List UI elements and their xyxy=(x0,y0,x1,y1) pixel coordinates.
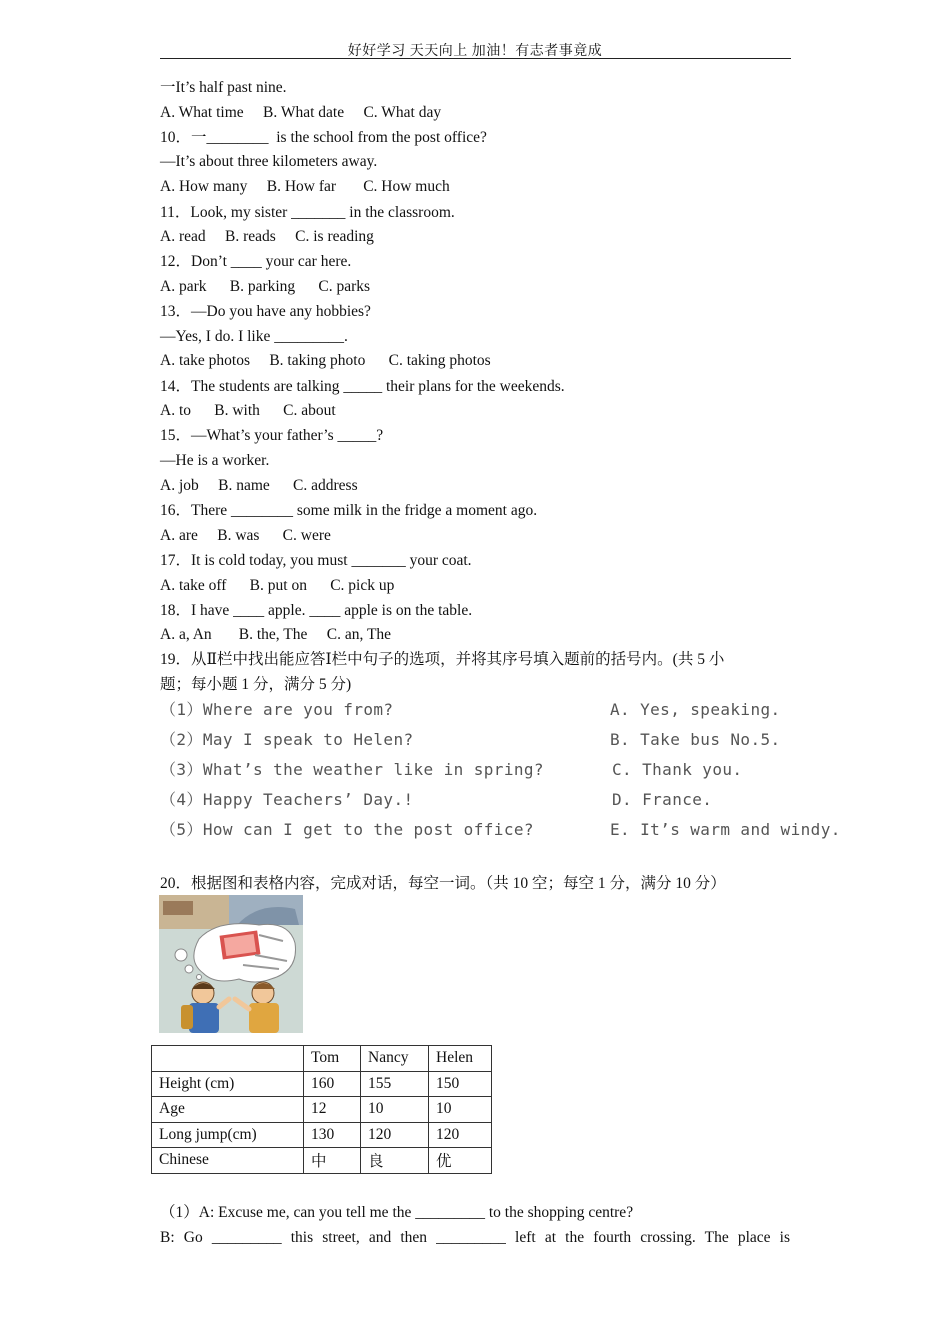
options-q16: A. are B. was C. were xyxy=(160,527,331,544)
page-header: 好好学习 天天向上 加油！有志者事竟成 xyxy=(347,44,603,59)
table-cell: 良 xyxy=(361,1148,429,1174)
table-cell: 120 xyxy=(361,1122,429,1148)
table-cell: Chinese xyxy=(152,1148,304,1174)
match-left-2: （2）May I speak to Helen? xyxy=(160,730,414,749)
table-cell: 10 xyxy=(429,1097,492,1123)
dialogue-line-2: B: Go _________ this street, and then _________ left at the fourth crossing. The place is xyxy=(160,1229,790,1246)
question-19-cont: 题；每小题 1 分，满分 5 分) xyxy=(160,676,352,693)
table-cell: Long jump(cm) xyxy=(152,1122,304,1148)
match-left-3: （3）What’s the weather like in spring? xyxy=(160,760,544,779)
options-q15: A. job B. name C. address xyxy=(160,477,358,494)
table-cell: 中 xyxy=(304,1148,361,1174)
table-row xyxy=(152,1122,492,1148)
match-right-c: C. Thank you. xyxy=(612,760,743,779)
options-q18: A. a, An B. the, The C. an, The xyxy=(160,626,392,643)
question-12: 12．Don’t ____ your car here. xyxy=(160,253,352,270)
options-q9: A. What time B. What date C. What day xyxy=(160,104,442,121)
question-10: 10．一________ is the school from the post office? xyxy=(160,129,487,146)
table-cell: Height (cm) xyxy=(152,1071,304,1097)
text-line: 一It’s half past nine. xyxy=(160,79,287,96)
table-cell: 155 xyxy=(361,1071,429,1097)
illustration-image xyxy=(159,895,303,1033)
question-14: 14．The students are talking _____ their plans for the weekends. xyxy=(160,378,565,395)
text-line: —It’s about three kilometers away. xyxy=(160,153,378,170)
table-row xyxy=(152,1148,492,1174)
table-cell: 150 xyxy=(429,1071,492,1097)
table-header-row xyxy=(152,1046,492,1072)
question-20: 20．根据图和表格内容，完成对话，每空一词。（共 10 空；每空 1 分，满分 10 分） xyxy=(160,875,726,892)
table-cell: 120 xyxy=(429,1122,492,1148)
table-row xyxy=(152,1071,492,1097)
table-cell: 160 xyxy=(304,1071,361,1097)
header-rule xyxy=(160,58,791,59)
table-cell: 优 xyxy=(429,1148,492,1174)
match-right-a: A. Yes, speaking. xyxy=(610,700,781,719)
options-q14: A. to B. with C. about xyxy=(160,402,336,419)
match-right-e: E. It’s warm and windy. xyxy=(610,820,841,839)
dialogue-line-1: （1）A: Excuse me, can you tell me the _________ to the shopping centre? xyxy=(160,1204,634,1221)
table-cell: Tom xyxy=(304,1046,361,1072)
match-right-d: D. France. xyxy=(612,790,713,809)
table-cell xyxy=(152,1046,304,1072)
text-line: —Yes, I do. I like _________. xyxy=(160,328,348,345)
table-cell: Age xyxy=(152,1097,304,1123)
question-18: 18．I have ____ apple. ____ apple is on the table. xyxy=(160,602,473,619)
table-cell: 12 xyxy=(304,1097,361,1123)
options-q10: A. How many B. How far C. How much xyxy=(160,178,450,195)
match-left-4: （4）Happy Teachers’ Day.! xyxy=(160,790,414,809)
options-q13: A. take photos B. taking photo C. taking photos xyxy=(160,352,491,369)
question-15: 15．—What’s your father’s _____? xyxy=(160,427,384,444)
question-19: 19．从Ⅱ栏中找出能应答Ⅰ栏中句子的选项，并将其序号填入题前的括号内。(共 5 小 xyxy=(160,651,725,668)
question-13: 13．—Do you have any hobbies? xyxy=(160,303,371,320)
table-cell: 130 xyxy=(304,1122,361,1148)
match-right-b: B. Take bus No.5. xyxy=(610,730,781,749)
match-left-1: （1）Where are you from? xyxy=(160,700,394,719)
question-16: 16．There ________ some milk in the fridge a moment ago. xyxy=(160,502,538,519)
options-q11: A. read B. reads C. is reading xyxy=(160,228,374,245)
text-line: —He is a worker. xyxy=(160,452,270,469)
options-q12: A. park B. parking C. parks xyxy=(160,278,371,295)
table-cell: 10 xyxy=(361,1097,429,1123)
table-cell: Helen xyxy=(429,1046,492,1072)
question-11: 11．Look, my sister _______ in the classroom. xyxy=(160,204,455,221)
table-row xyxy=(152,1097,492,1123)
data-table xyxy=(151,1045,492,1174)
question-17: 17．It is cold today, you must _______ your coat. xyxy=(160,552,472,569)
match-left-5: （5）How can I get to the post office? xyxy=(160,820,534,839)
table-cell: Nancy xyxy=(361,1046,429,1072)
options-q17: A. take off B. put on C. pick up xyxy=(160,577,395,594)
